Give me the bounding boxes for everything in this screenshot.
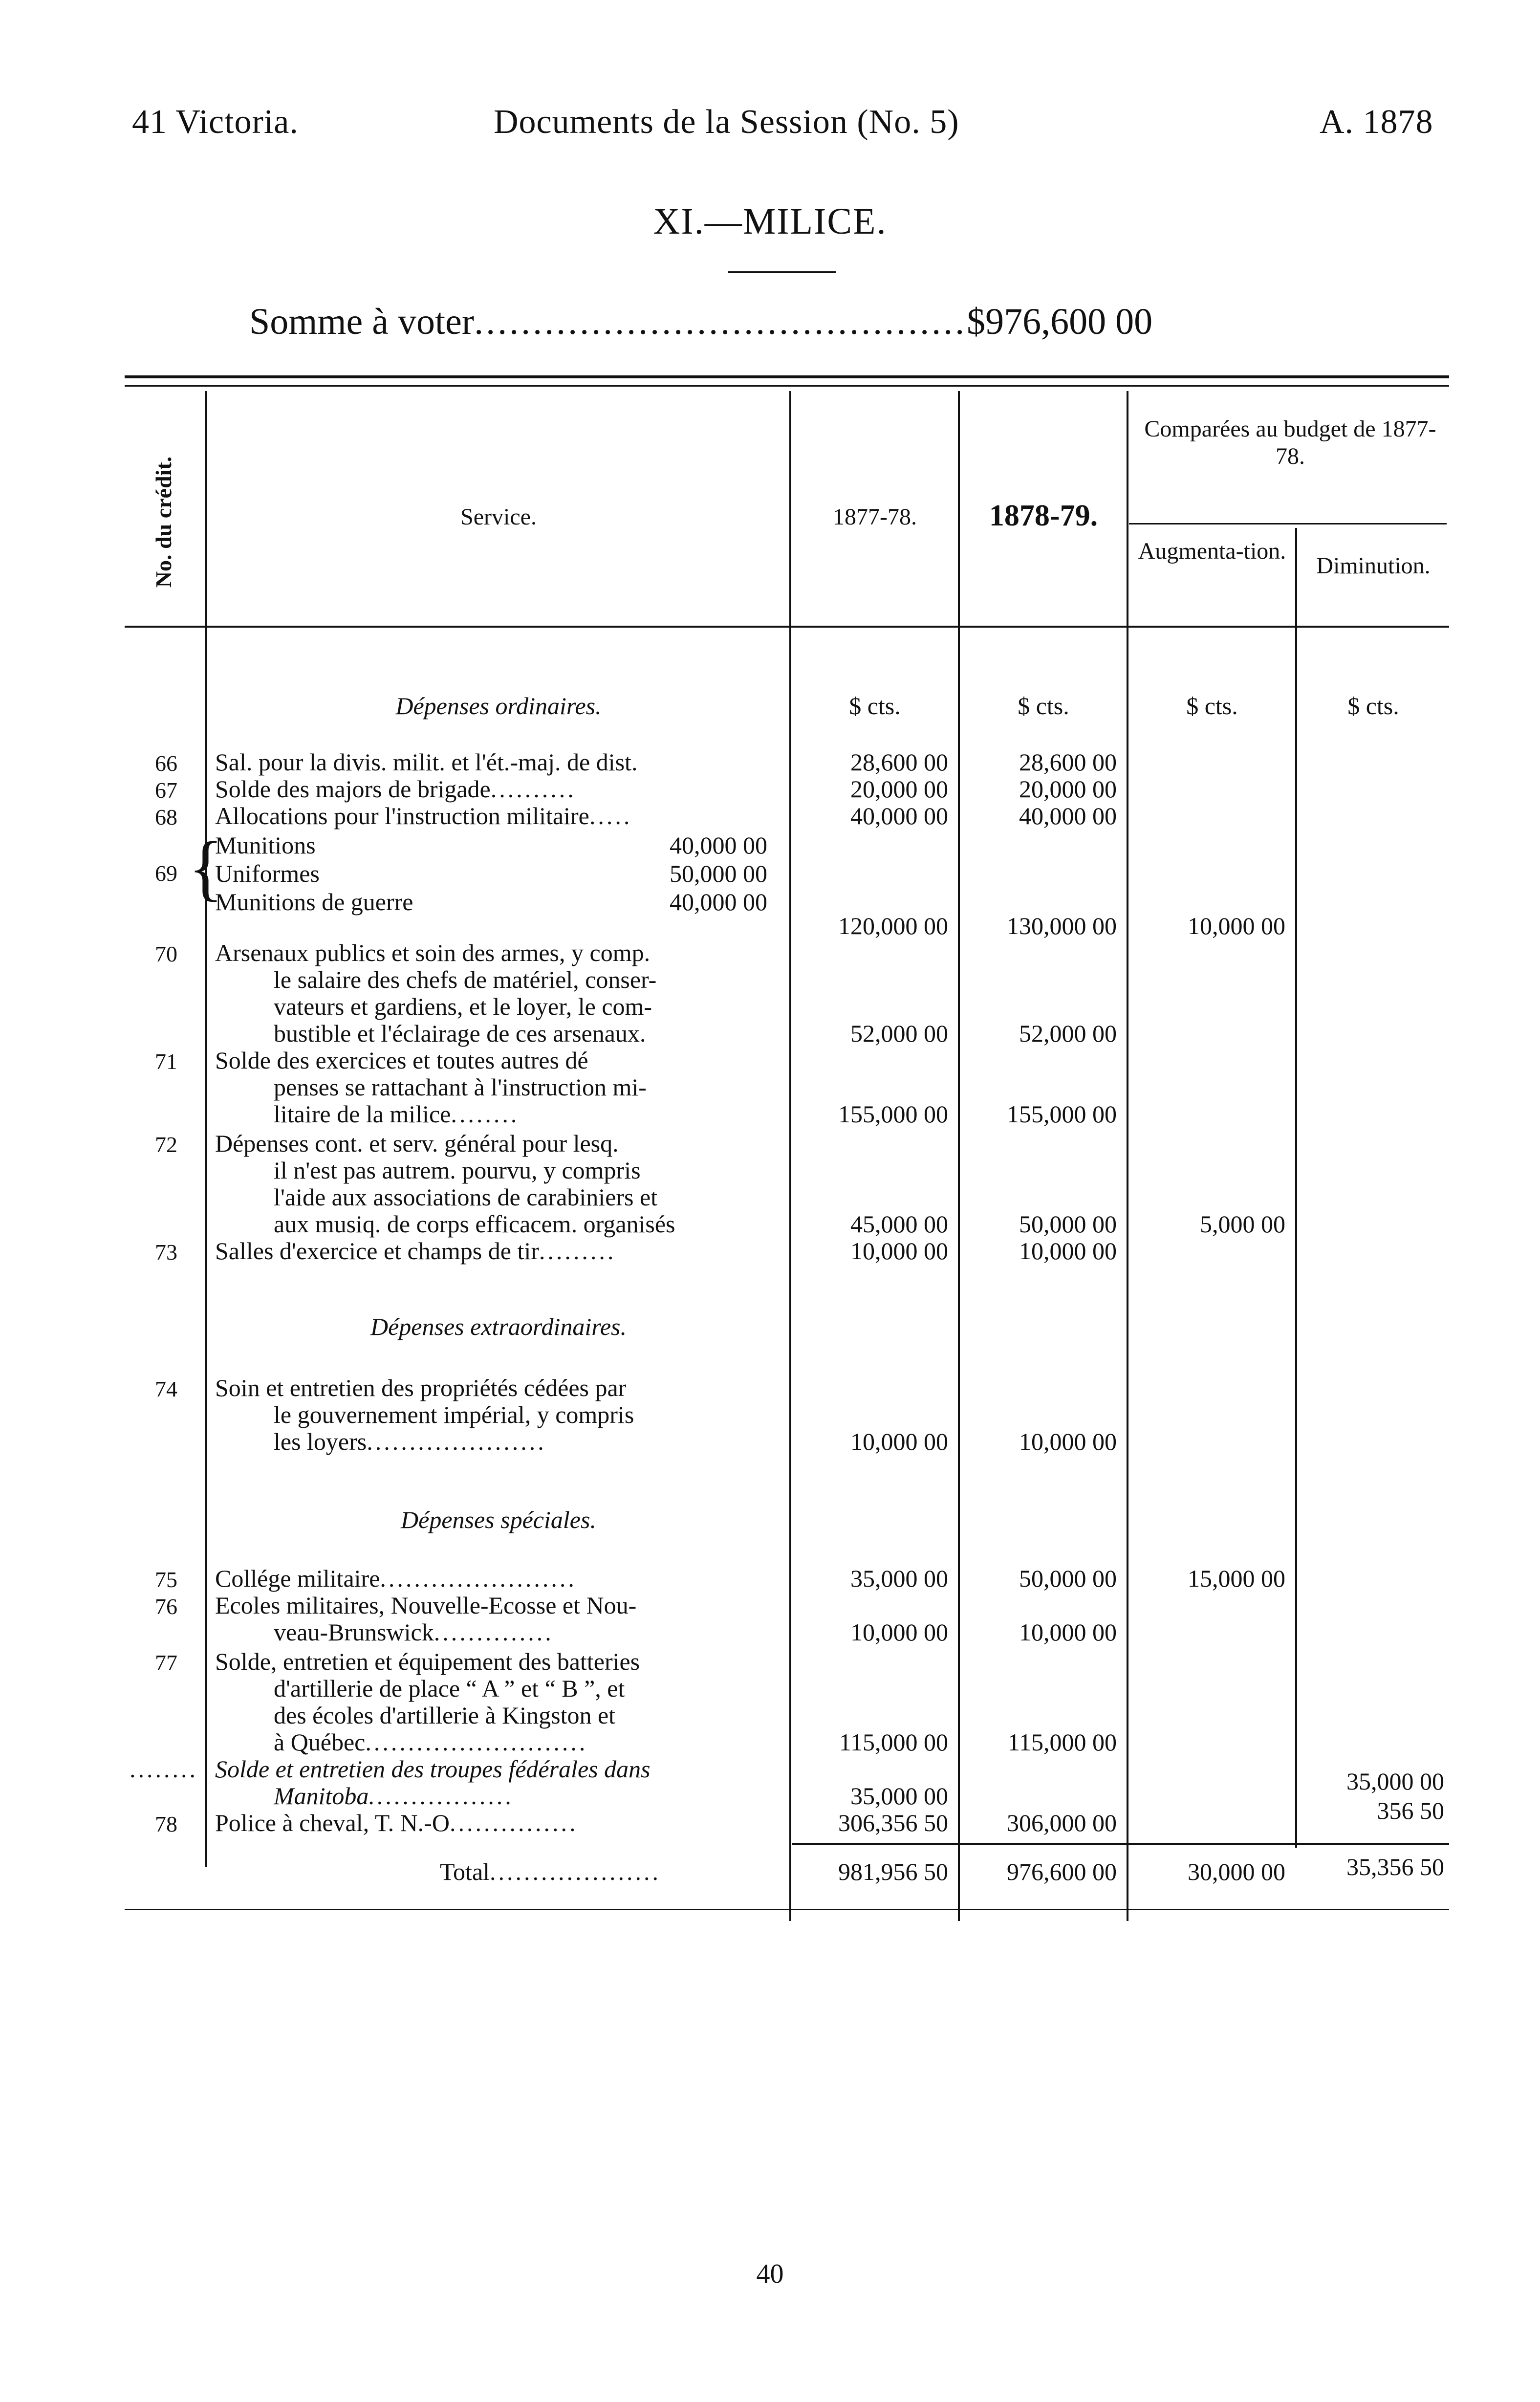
col-line-5 — [1295, 528, 1297, 1848]
row-78-number: 78 — [155, 1812, 177, 1836]
row-73-1877: 10,000 00 — [850, 1237, 948, 1265]
row-73-number: 73 — [155, 1240, 177, 1265]
col-line-3 — [958, 391, 960, 1921]
total-1878: 976,600 00 — [1007, 1858, 1117, 1885]
row-72-1878: 50,000 00 — [1019, 1210, 1117, 1238]
header-service: Service. — [460, 504, 537, 530]
unit-1878: $ cts. — [1018, 692, 1069, 720]
row-68-1877: 40,000 00 — [850, 802, 948, 830]
row-manitoba-line: Solde et entretien des troupes fédérales dans — [215, 1755, 651, 1783]
row-72-line: aux musiq. de corps efficacem. organisés — [274, 1210, 675, 1238]
row-68-service: Allocations pour l'instruction militaire..... — [215, 802, 632, 830]
row-72-aug: 5,000 00 — [1200, 1210, 1285, 1238]
row-72-line: l'aide aux associations de carabiniers et — [274, 1183, 658, 1211]
row-75-number: 75 — [155, 1567, 177, 1592]
row-77-line: d'artillerie de place “ A ” et “ B ”, et — [274, 1675, 625, 1702]
row-76-number: 76 — [155, 1594, 177, 1619]
row-69-number: 69 — [155, 861, 177, 886]
row-67-1878: 20,000 00 — [1019, 775, 1117, 803]
row-77-number: 77 — [155, 1650, 177, 1675]
section-extraordinaires: Dépenses extraordinaires. — [370, 1313, 627, 1340]
row-69-1877: 120,000 00 — [838, 912, 948, 939]
row-71-1878: 155,000 00 — [1007, 1100, 1117, 1128]
page-number: 40 — [756, 2259, 784, 2289]
unit-1877: $ cts. — [849, 692, 901, 720]
row-72-1877: 45,000 00 — [850, 1210, 948, 1238]
row-manitoba-line: Manitoba................. — [274, 1782, 514, 1810]
row-manitoba-dim: 35,000 00 — [1346, 1768, 1444, 1795]
row-74-line: les loyers..................... — [274, 1428, 546, 1455]
row-66-1878: 28,600 00 — [1019, 748, 1117, 776]
row-69-item-label: Munitions — [215, 831, 316, 859]
col-line-1 — [205, 391, 207, 1867]
row-69-item-value: 40,000 00 — [670, 831, 767, 859]
row-78-dim: 356 50 — [1377, 1797, 1444, 1824]
somme-label: Somme à voter..........................................$976,600 00 — [249, 301, 1153, 342]
row-76-line: Ecoles militaires, Nouvelle-Ecosse et Nou- — [215, 1592, 637, 1619]
header-diminution: Diminution. — [1316, 553, 1431, 579]
row-69-1878: 130,000 00 — [1007, 912, 1117, 939]
row-manitoba-leader: ........ — [130, 1755, 198, 1783]
row-71-1877: 155,000 00 — [838, 1100, 948, 1128]
row-67-service: Solde des majors de brigade.......... — [215, 775, 576, 803]
total-label: Total.................... — [440, 1858, 661, 1885]
table-top-rule — [125, 375, 1449, 378]
row-69-item-label: Uniformes — [215, 860, 320, 887]
header-comparees: Comparées au budget de 1877-78. — [1144, 416, 1436, 469]
row-73-service: Salles d'exercice et champs de tir......... — [215, 1237, 616, 1265]
row-75-1877: 35,000 00 — [850, 1565, 948, 1592]
section-speciales: Dépenses spéciales. — [401, 1506, 596, 1533]
row-66-service: Sal. pour la divis. milit. et l'ét.-maj. de dist. — [215, 748, 638, 776]
row-66-number: 66 — [155, 751, 177, 776]
row-70-line: le salaire des chefs de matériel, conser- — [274, 966, 657, 993]
row-manitoba-1877: 35,000 00 — [850, 1782, 948, 1810]
row-78-service: Police à cheval, T. N.-O............... — [215, 1809, 578, 1836]
header-sub-rule — [1129, 523, 1447, 524]
row-69-item-value: 40,000 00 — [670, 888, 767, 916]
row-74-1878: 10,000 00 — [1019, 1428, 1117, 1455]
row-67-number: 67 — [155, 778, 177, 803]
total-dim: 35,356 50 — [1346, 1853, 1444, 1880]
row-70-line: bustible et l'éclairage de ces arsenaux. — [274, 1020, 646, 1047]
row-76-1877: 10,000 00 — [850, 1618, 948, 1646]
row-77-line: des écoles d'artillerie à Kingston et — [274, 1702, 616, 1729]
row-71-number: 71 — [155, 1049, 177, 1074]
row-69-brace: { — [188, 827, 223, 908]
row-70-1877: 52,000 00 — [850, 1020, 948, 1047]
row-68-1878: 40,000 00 — [1019, 802, 1117, 830]
row-71-line: penses se rattachant à l'instruction mi- — [274, 1073, 647, 1101]
header-no-credit: No. du crédit. — [151, 456, 176, 588]
row-77-line: à Québec.......................... — [274, 1728, 588, 1756]
header-year: A. 1878 — [1320, 103, 1433, 141]
row-67-1877: 20,000 00 — [850, 775, 948, 803]
row-71-line: litaire de la milice........ — [274, 1100, 520, 1128]
total-1877: 981,956 50 — [838, 1858, 948, 1885]
header-documents: Documents de la Session (No. 5) — [494, 103, 959, 141]
col-line-4 — [1127, 391, 1128, 1921]
row-71-line: Solde des exercices et toutes autres dé — [215, 1047, 588, 1074]
row-69-item-label: Munitions de guerre — [215, 888, 413, 916]
table-bottom-rule — [125, 1909, 1449, 1910]
row-74-number: 74 — [155, 1376, 177, 1401]
row-75-service: Collége militaire....................... — [215, 1565, 577, 1592]
unit-aug: $ cts. — [1186, 692, 1238, 720]
row-73-1878: 10,000 00 — [1019, 1237, 1117, 1265]
row-74-line: le gouvernement impérial, y compris — [274, 1401, 634, 1428]
row-75-1878: 50,000 00 — [1019, 1565, 1117, 1592]
total-rule — [792, 1843, 1449, 1845]
header-1878-79: 1878-79. — [989, 499, 1098, 532]
row-74-line: Soin et entretien des propriétés cédées par — [215, 1374, 627, 1401]
row-78-1878: 306,000 00 — [1007, 1809, 1117, 1836]
table-top-rule-2 — [125, 385, 1449, 387]
row-77-1877: 115,000 00 — [839, 1728, 948, 1756]
row-70-line: Arsenaux publics et soin des armes, y comp. — [215, 939, 651, 966]
row-72-number: 72 — [155, 1132, 177, 1157]
row-66-1877: 28,600 00 — [850, 748, 948, 776]
header-bottom-rule — [125, 626, 1449, 628]
col-line-2 — [789, 391, 791, 1921]
total-aug: 30,000 00 — [1188, 1858, 1285, 1885]
row-77-line: Solde, entretien et équipement des batteries — [215, 1648, 640, 1675]
row-70-number: 70 — [155, 941, 177, 966]
row-69-aug: 10,000 00 — [1188, 912, 1285, 939]
row-78-1877: 306,356 50 — [838, 1809, 948, 1836]
row-70-line: vateurs et gardiens, et le loyer, le com- — [274, 993, 652, 1020]
row-69-item-value: 50,000 00 — [670, 860, 767, 887]
title-rule — [728, 271, 836, 273]
row-76-line: veau-Brunswick.............. — [274, 1618, 554, 1646]
row-70-1878: 52,000 00 — [1019, 1020, 1117, 1047]
row-76-1878: 10,000 00 — [1019, 1618, 1117, 1646]
unit-dim: $ cts. — [1347, 692, 1399, 720]
header-augmentation: Augmenta-tion. — [1138, 538, 1286, 564]
header-volume: 41 Victoria. — [132, 103, 299, 141]
row-74-1877: 10,000 00 — [850, 1428, 948, 1455]
row-68-number: 68 — [155, 805, 177, 830]
page-title: XI.—MILICE. — [653, 201, 887, 242]
section-ordinaires: Dépenses ordinaires. — [395, 692, 602, 720]
row-75-aug: 15,000 00 — [1188, 1565, 1285, 1592]
row-72-line: il n'est pas autrem. pourvu, y compris — [274, 1157, 641, 1184]
row-77-1878: 115,000 00 — [1007, 1728, 1117, 1756]
row-72-line: Dépenses cont. et serv. général pour lesq. — [215, 1130, 619, 1157]
header-1877-78: 1877-78. — [833, 504, 917, 530]
